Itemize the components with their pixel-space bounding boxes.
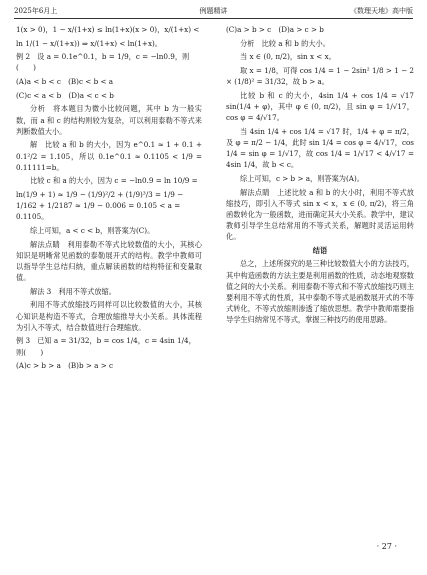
left-col-paragraph: 解法点睛 利用泰勒不等式比较数值的大小，其核心知识是明晰常见函数的泰勒展开式的结构。教学中教师可以指导学生总结归纳，重点解读函数的结构特征和变量取值。	[16, 239, 202, 283]
left-col-paragraph: (A)c > b > a (B)b > a > c	[16, 361, 114, 371]
right-col-paragraph: 取 x = 1/8，可得 cos 1/4 = 1 − 2sin² 1/8 > 1 − 2 × (1/8)² = 31/32，故 b > a。	[226, 65, 414, 87]
right-col-paragraph: 当 4sin 1/4 + cos 1/4 = √17 时，1/4 + φ = π/2，及 φ = π/2 − 1/4，此时 sin 1/4 = cos φ = 4/√17，cos 1/4 = sin φ = 1/√17，故 cos 1/4 = 1/√17 < 4/√17 = 4sin 1/4，故 b < c。	[226, 126, 414, 170]
right-col-paragraph: (C)a > b > c (D)a > c > b	[226, 25, 324, 34]
page-header	[14, 6, 413, 19]
left-col-paragraph: 分析 将本题目为微小比较问题，其中 b 为一般实数，而 a 和 c 的结构则较为复杂，可以利用泰勒不等式来判断数值大小。	[16, 104, 202, 136]
left-col-paragraph: 1(x > 0)，1 − x/(1+x) ≤ ln(1+x)(x > 0)，x/(1+x) <	[16, 25, 200, 34]
page-number: · 27 ·	[376, 542, 397, 551]
left-col-paragraph: 解法 3 利用不等式放缩。	[30, 286, 116, 296]
left-col-paragraph: 例 2 设 a = 0.1e^0.1，b = 1/9，c = −ln0.9，则( )	[16, 52, 190, 73]
right-col-paragraph: 当 x ∈ (0, π/2)，sin x < x。	[240, 52, 336, 62]
left-col-paragraph: (A)a < b < c (B)c < b < a	[16, 77, 114, 87]
left-column	[16, 24, 202, 374]
left-col-paragraph: 利用不等式放缩技巧同样可以比较数值的大小，其核心知识是构造不等式，合理放缩推导大小关系。具体流程为引入不等式，结合数值进行合理缩放。	[16, 300, 202, 332]
header-issue: 2025年6月上	[14, 7, 58, 15]
left-col-paragraph: 比较 c 和 a 的大小，因为 c = −ln0.9 = ln 10/9 =	[30, 176, 198, 186]
header-journal: 《数理天地》高中版	[350, 7, 413, 15]
left-col-paragraph: 解 比较 a 和 b 的大小，因为 e^0.1 ≈ 1 + 0.1 + 0.1²/2 = 1.105，所以 0.1e^0.1 ≈ 0.1105 < 1/9 = 0.11111=b。	[16, 140, 202, 172]
right-col-paragraph: 分析 比较 a 和 b 的大小。	[240, 38, 330, 48]
left-col-paragraph: ln(1/9 + 1) ≈ 1/9 − (1/9)²/2 + (1/9)³/3 = 1/9 − 1/162 + 1/2187 ≈ 1/9 − 0.006 = 0.105 < a = 0.1105。	[16, 190, 184, 222]
right-col-paragraph: 总之，上述所探究的是三种比较数值大小的方法技巧，其中构造函数的方法主要是利用函数的性质，动态地观察数值之间的大小关系。利用泰勒不等式和不等式放缩技巧则主要利用不等式的性质，其中泰勒不等式是函数展开式的不等式转化，不等式放缩则渗透了缩放思想。教学中教师需要指导学生归纳常见不等式，掌握三种技巧的使用思路。	[226, 259, 414, 325]
left-col-paragraph: ln 1/(1 − x/(1+x)) ⇒ x/(1+x) < ln(1+x)。	[16, 38, 162, 48]
header-section: 例题精讲	[199, 7, 228, 15]
left-col-paragraph: 例 3 已知 a = 31/32，b = cos 1/4，c = 4sin 1/4，则( )	[16, 336, 196, 357]
left-col-paragraph: (C)c < a < b (D)a < c < b	[16, 90, 114, 100]
right-col-paragraph: 比较 b 和 c 的大小，4sin 1/4 + cos 1/4 = √17 sin(1/4 + φ)，其中 φ ∈ (0, π/2)，且 sin φ = 1/√17，cos φ = 4/√17。	[226, 90, 414, 123]
right-col-paragraph: 综上可知，c > b > a，则答案为(A)。	[240, 173, 364, 183]
right-col-paragraph: 解法点睛 上述比较 a 和 b 的大小时，利用不等式放缩技巧，即引入不等式 sin x < x，x ∈ (0, π/2)，将三角函数转化为一般函数，进而确定其大小关系。教学中，建议教师引导学生总结常用的不等式关系，解题时灵活运用转化。	[226, 187, 414, 242]
left-col-paragraph: 综上可知，a < c < b，则答案为(C)。	[30, 226, 155, 235]
right-col-paragraph: 结语	[312, 246, 328, 256]
right-column	[226, 24, 414, 328]
